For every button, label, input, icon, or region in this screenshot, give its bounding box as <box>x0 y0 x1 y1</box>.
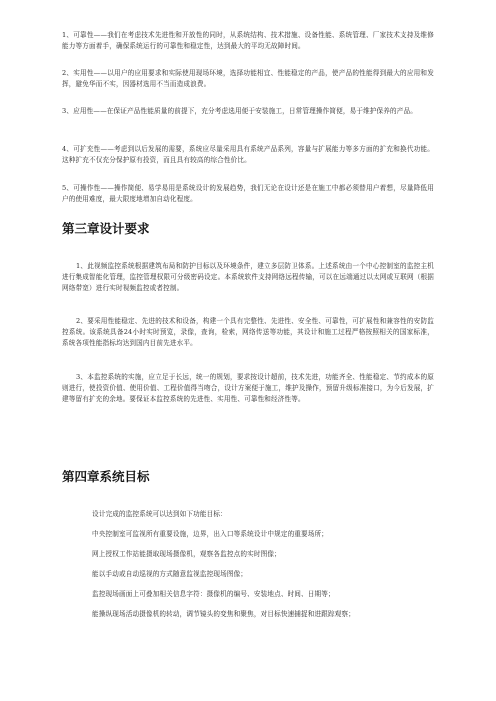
requirement-paragraph: 1、此视频监控系统根据建筑布局和防护目标以及环境条件，建立多层防卫体系。上述系统由一个中心控制室的监控主机进行集成智能化管理，监控管理权限可分级密码设定。本系统软件支持网络远程传输，可以在远端通过以太网或互联网（根据网络带宽）进行实时视频监控或者控制。 <box>62 262 434 293</box>
chapter-3-title: 第三章设计要求 <box>62 221 150 236</box>
principle-expandability: 4、可扩充性——考虑到以后发展的需要，系统应尽量采用具有系统产品系列，容量与扩展能力等多方面的扩充和换代功能。这种扩充不仅充分保护原有投资，而且具有较高的综合性价比。 <box>62 145 434 165</box>
principle-operability: 5、可操作性——操作简便、易学易用是系统设计的发展趋势，我们无论在设计还是在施工中都必须替用户着想，尽量降低用户的使用难度，最大限度地增加自动化程度。 <box>62 184 434 204</box>
goal-item: 监控现场画面上可叠加相关信息字符：摄像机的编号、安装地点、时间、日期等； <box>92 590 335 598</box>
goal-item: 能以手动或自动巡视的方式随意监视监控现场图像； <box>92 570 248 578</box>
requirement-paragraph: 2、要采用性能稳定、先进的技术和设备，构建一个具有完整性、先进性、安全性、可靠性，可扩展性和兼容性的安防监控系统。该系统具备24小时实时预览，录像，查询，检索，网络传送等功能，其设计和施工过程严格按照相关的国家标准，系统各项性能指标均达到国内目前先进水平。 <box>62 317 434 348</box>
goal-intro: 设计完成的监控系统可以达到如下功能目标： <box>92 510 227 518</box>
goal-item: 网上授权工作站能摄取现场摄像机，观察各监控点的实时图像； <box>92 550 281 558</box>
requirement-paragraph: 3、本监控系统的实施，应立足于长远，统一的规划，要求按设计超前，技术先进，功能齐全、性能稳定、节约成本的原则进行，使投资价值、使用价值、工程价值得当吻合，设计方案便于施工，维护及操作，预留升级标准接口，为今后发展，扩建等留有扩充的余地。要保证本监控系统的先进性、实用性、可靠性和经济性等。 <box>62 373 434 404</box>
principle-applicability: 3、应用性——在保证产品性能质量的前提下，充分考虑选用便于安装施工，日常管理操作简便，易于维护保养的产品。 <box>62 107 418 115</box>
chapter-4-title: 第四章系统目标 <box>62 469 150 484</box>
goal-item: 中央控制室可监视所有重要设施，边界，出入口等系统设计中规定的重要场所； <box>92 530 329 538</box>
principle-reliability: 1、可靠性——我们在考虑技术先进性和开放性的同时，从系统结构、技术措施、设备性能、系统管理、厂家技术支持及维修能力等方面着手，确保系统运行的可靠性和稳定性，达到最大的平均无故障时间。 <box>62 31 434 51</box>
goal-item: 能操纵现场活动摄像机的转动，调节镜头的变焦和聚焦，对目标快速捕捉和进跟踪观察； <box>92 610 356 618</box>
principle-practicality: 2、实用性——以用户的应用要求和实际使用现场环境，选择功能相宜、性能稳定的产品，使产品的性能得到最大的应用和发挥，避免华而不实，因器材选用不当而造成浪费。 <box>62 69 434 89</box>
